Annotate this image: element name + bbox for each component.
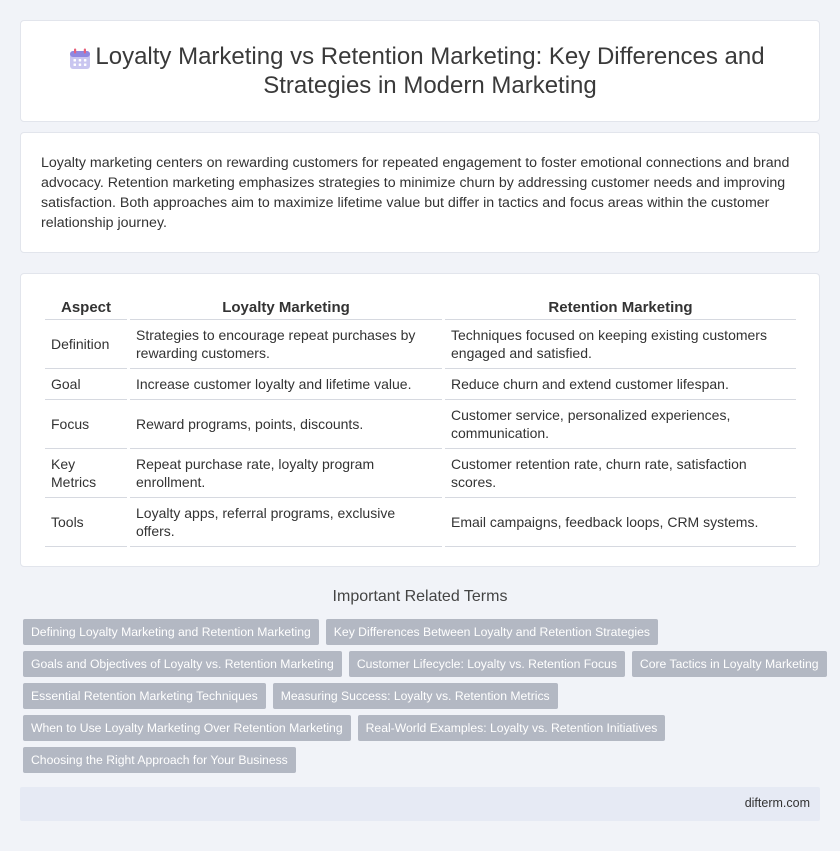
header-aspect: Aspect (45, 294, 127, 320)
intro-card (20, 132, 820, 253)
cell-aspect: Goal (45, 369, 127, 400)
cell-retention: Customer retention rate, churn rate, satisfaction scores. (445, 449, 796, 498)
cell-loyalty: Increase customer loyalty and lifetime value. (130, 369, 442, 400)
title-wrap (21, 21, 819, 121)
related-term-tag[interactable]: When to Use Loyalty Marketing Over Retention Marketing (23, 715, 351, 741)
cell-loyalty: Strategies to encourage repeat purchases by rewarding customers. (130, 320, 442, 369)
intro-paragraph: Loyalty marketing centers on rewarding customers for repeated engagement to foster emotional connections and brand advocacy. Retention marketing emphasizes strategies to minimize churn by addressing customer needs and improving satisfaction. Both approaches aim to maximize lifetime value but differ in tactics and focus areas within the customer relationship journey. (41, 155, 790, 231)
calendar-icon (68, 47, 92, 71)
header-card (20, 20, 820, 122)
related-term-tag[interactable]: Goals and Objectives of Loyalty vs. Retention Marketing (23, 651, 342, 677)
related-term-tag[interactable]: Choosing the Right Approach for Your Business (23, 747, 296, 773)
table-row (45, 320, 796, 369)
related-term-tag[interactable]: Essential Retention Marketing Techniques (23, 683, 266, 709)
cell-loyalty: Loyalty apps, referral programs, exclusive offers. (130, 498, 442, 547)
related-term-tag[interactable]: Core Tactics in Loyalty Marketing (632, 651, 827, 677)
cell-aspect: Key Metrics (45, 449, 127, 498)
table-row (45, 498, 796, 547)
related-term-tag[interactable]: Real-World Examples: Loyalty vs. Retention Initiatives (358, 715, 666, 741)
related-term-tag[interactable]: Customer Lifecycle: Loyalty vs. Retention Focus (349, 651, 625, 677)
comparison-card (20, 273, 820, 567)
cell-retention: Email campaigns, feedback loops, CRM systems. (445, 498, 796, 547)
cell-loyalty: Repeat purchase rate, loyalty program enrollment. (130, 449, 442, 498)
comparison-table (42, 294, 799, 547)
tag-row (23, 651, 823, 677)
cell-retention: Techniques focused on keeping existing customers engaged and satisfied. (445, 320, 796, 369)
table-row (45, 400, 796, 449)
footer (20, 787, 820, 821)
table-row (45, 449, 796, 498)
tag-row (23, 715, 823, 741)
tag-row (23, 619, 823, 645)
related-terms-title: Important Related Terms (332, 588, 508, 605)
cell-retention: Reduce churn and extend customer lifespan. (445, 369, 796, 400)
cell-aspect: Focus (45, 400, 127, 449)
tag-row (23, 683, 823, 709)
table-header-row (45, 294, 796, 320)
table-row (45, 369, 796, 400)
tag-row (23, 747, 823, 773)
related-term-tag[interactable]: Measuring Success: Loyalty vs. Retention Metrics (273, 683, 558, 709)
cell-aspect: Definition (45, 320, 127, 369)
cell-loyalty: Reward programs, points, discounts. (130, 400, 442, 449)
cell-aspect: Tools (45, 498, 127, 547)
header-retention: Retention Marketing (445, 294, 796, 320)
footer-site-link[interactable]: difterm.com (744, 796, 810, 810)
related-term-tag[interactable]: Defining Loyalty Marketing and Retention Marketing (23, 619, 319, 645)
related-term-tag[interactable]: Key Differences Between Loyalty and Retention Strategies (326, 619, 658, 645)
related-terms-tags (23, 619, 823, 779)
page-title: Loyalty Marketing vs Retention Marketing: Key Differences and Strategies in Modern Marketing (95, 43, 765, 99)
header-loyalty: Loyalty Marketing (130, 294, 442, 320)
cell-retention: Customer service, personalized experiences, communication. (445, 400, 796, 449)
